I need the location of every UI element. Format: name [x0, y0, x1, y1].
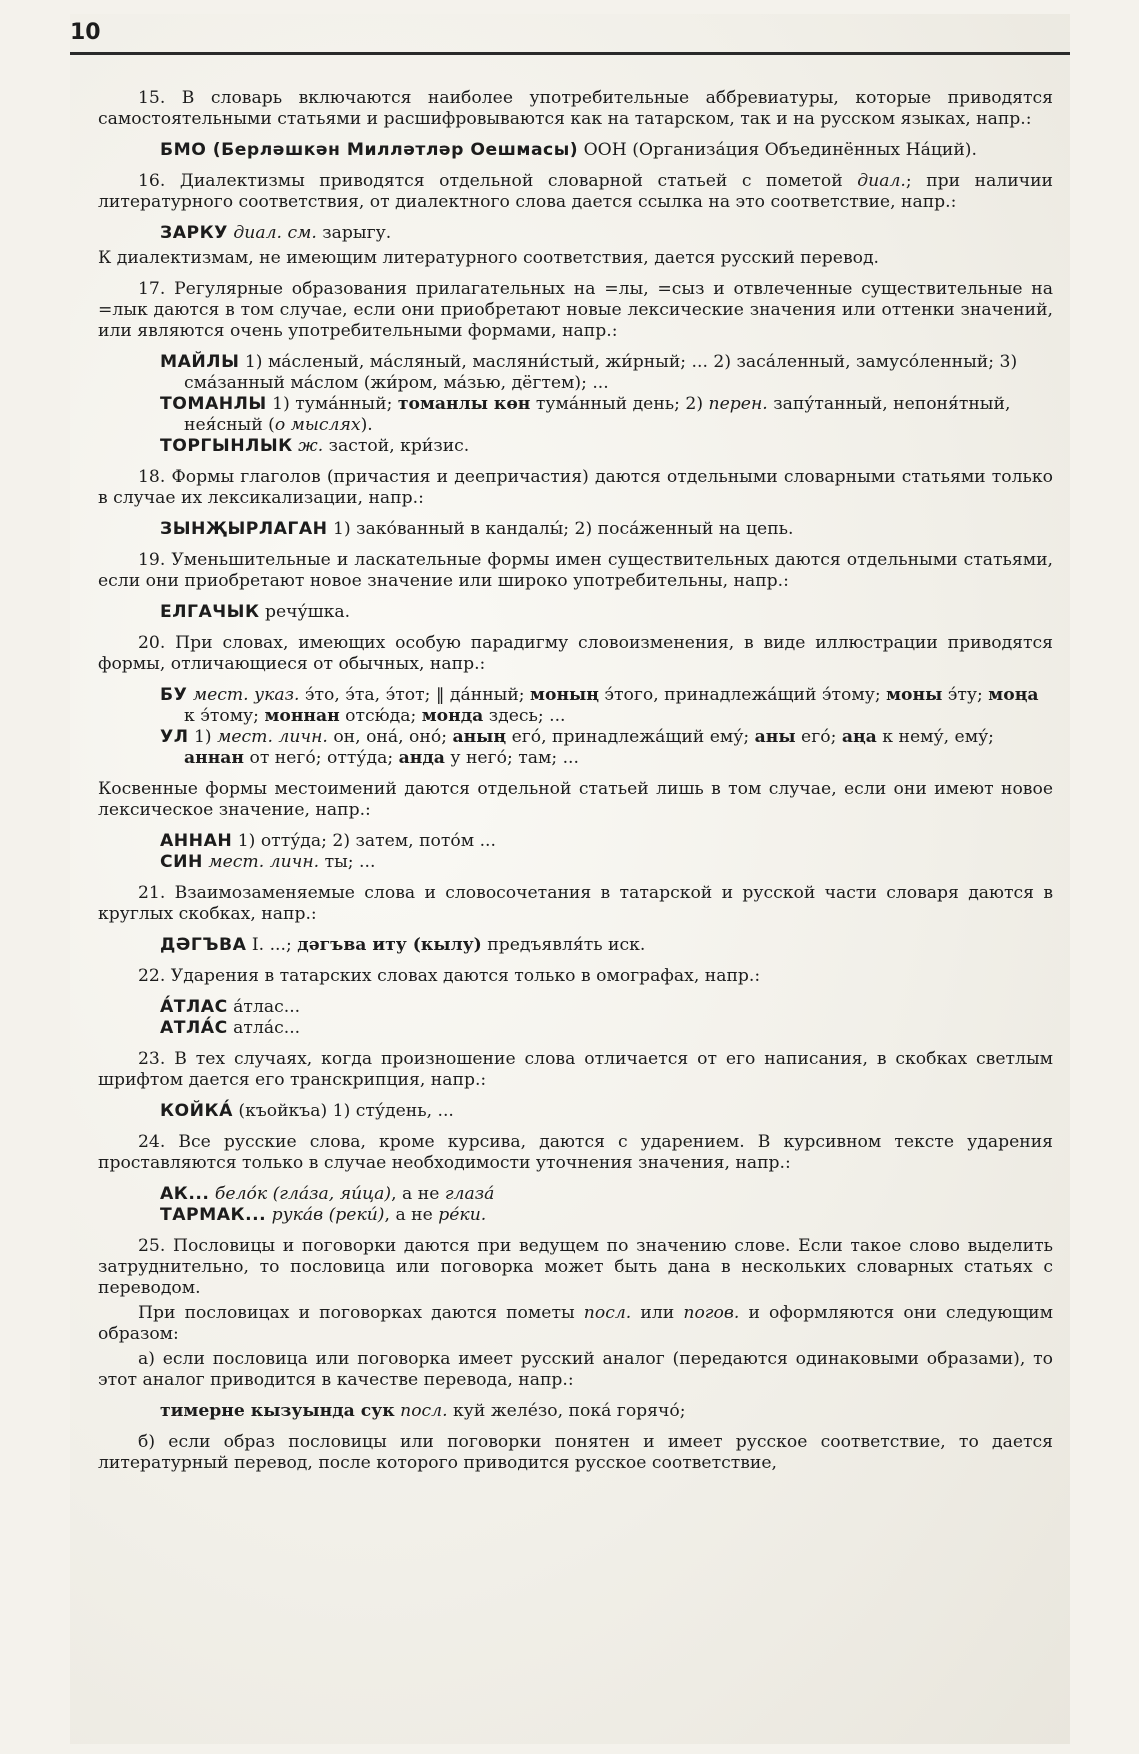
paragraph-22: 22. Ударения в татарских словах даются только в омографах, напр.:	[138, 966, 761, 986]
example-22: А́ТЛАС а́тлас... АТЛА́С атла́с...	[160, 997, 301, 1038]
translation: ООН (Организа́ция Объединённых На́ций).	[578, 140, 977, 160]
paragraph-19: 19. Уменьшительные и ласкательные формы имен существительных даются отдельными статьями, если они приобретают новое значение или широко употребительны, напр.:	[98, 550, 1053, 591]
example-21: ДӘГЪВА I. ...; дәгъва иту (кылу) предъявля́ть иск.	[160, 935, 646, 955]
paragraph-15: 15. В словарь включаются наиболее употребительные аббревиатуры, которые приводятся самостоятельными статьями и расшифровываются как на татарском, так и на русском языках, напр.:	[98, 88, 1053, 129]
paragraph-25: 25. Пословицы и поговорки даются при ведущем по значению слове. Если такое слово выделить затруднительно, то пословица или поговорка может быть дана в нескольких словарных статьях с переводом.	[98, 1236, 1053, 1298]
example-15	[98, 140, 1053, 161]
paragraph-25-marks: При пословицах и поговорках даются пометы посл. или погов. и оформляются они следующим образом:	[98, 1303, 1054, 1344]
example-25: тимерне кызуында сук посл. куй желе́зо, пока́ горячо́;	[160, 1401, 686, 1421]
paragraph-20: 20. При словах, имеющих особую парадигму словоизменения, в виде иллюстрации приводятся формы, отличающиеся от обычных, напр.:	[98, 633, 1053, 674]
paragraph-16: 16. Диалектизмы приводятся отдельной словарной статьей с пометой диал.; при наличии литературного соответствия, от диалектного слова дается ссылка на это соответствие, напр.:	[98, 171, 1054, 212]
headword: БМО (Берләшкән Милләтләр Оешмасы)	[160, 140, 579, 160]
paragraph-21: 21. Взаимозаменяемые слова и словосочетания в татарской и русской части словаря даются в круглых скобках, напр.:	[98, 883, 1053, 924]
paragraph-25-a: а) если пословица или поговорка имеет русский аналог (передаются одинаковыми образами), то этот аналог приводится в качестве перевода, напр.:	[98, 1349, 1053, 1390]
example-16: ЗАРКУ диал. см. зарыгу.	[160, 223, 392, 243]
example-24: АК... бело́к (гла́за, яи́ца), а не глаза́ ТАРМАК... рука́в (реки́), а не ре́ки.	[160, 1184, 495, 1225]
paragraph-24: 24. Все русские слова, кроме курсива, даются с ударением. В курсивном тексте ударения проставляются только в случае необходимости уточнения значения, напр.:	[98, 1132, 1053, 1173]
example-20: БУ мест. указ. э́то, э́та, э́тот; ‖ да́нный; моның э́того, принадлежа́щий э́тому; моны э́ту; моңа к э́тому; моннан отсю́да; монда здесь; ... УЛ 1) мест. личн. он, она́, оно́; аның его́, принадлежа́щий ему́; аны его́; аңа к нему́, ему́; аннан от него́; отту́да; анда у него́; там; ...	[160, 685, 1039, 768]
paragraph-18: 18. Формы глаголов (причастия и деепричастия) даются отдельными словарными статьями только в случае их лексикализации, напр.:	[98, 467, 1053, 508]
paragraph-17: 17. Регулярные образования прилагательных на =лы, =сыз и отвлеченные существительные на =лык даются в том случае, если они приобретают новые лексические значения или оттенки значений, или являются очень употребительными формами, напр.:	[98, 279, 1053, 341]
example-18: ЗЫНҖЫРЛАГАН 1) зако́ванный в кандалы́; 2) поса́женный на цепь.	[160, 519, 794, 539]
example-19: ЕЛГАЧЫК речу́шка.	[160, 602, 351, 622]
header-rule	[70, 52, 1070, 55]
page-body	[98, 88, 1053, 1484]
dictionary-page	[70, 14, 1070, 1744]
note-20: Косвенные формы местоимений даются отдельной статьей лишь в том случае, если они имеют новое лексическое значение, напр.:	[98, 779, 1053, 820]
example-20b: АННАН 1) отту́да; 2) затем, пото́м ... СИН мест. личн. ты; ...	[160, 831, 496, 872]
example-23: КОЙКА́ (къойкъа) 1) сту́день, ...	[160, 1101, 454, 1121]
example-17: МАЙЛЫ 1) ма́сленый, ма́сляный, масляни́стый, жи́рный; ... 2) заса́ленный, замусо́ленный; 3) сма́занный ма́слом (жи́ром, ма́зью, дёгтем); ... ТОМАНЛЫ 1) тума́нный; томанлы көн тума́нный день; 2) перен. запу́танный, непоня́тный, нея́сный (о мыслях). ТОРГЫНЛЫК ж. застой, кри́зис.	[160, 352, 1018, 456]
paragraph-25-b: б) если образ пословицы или поговорки понятен и имеет русское соответствие, то дается литературный перевод, после которого приводится русское соответствие,	[98, 1432, 1053, 1473]
page-number: 10	[70, 20, 101, 45]
note-16: К диалектизмам, не имеющим литературного соответствия, дается русский перевод.	[98, 248, 880, 268]
paragraph-23: 23. В тех случаях, когда произношение слова отличается от его написания, в скобках светлым шрифтом дается его транскрипция, напр.:	[98, 1049, 1053, 1090]
